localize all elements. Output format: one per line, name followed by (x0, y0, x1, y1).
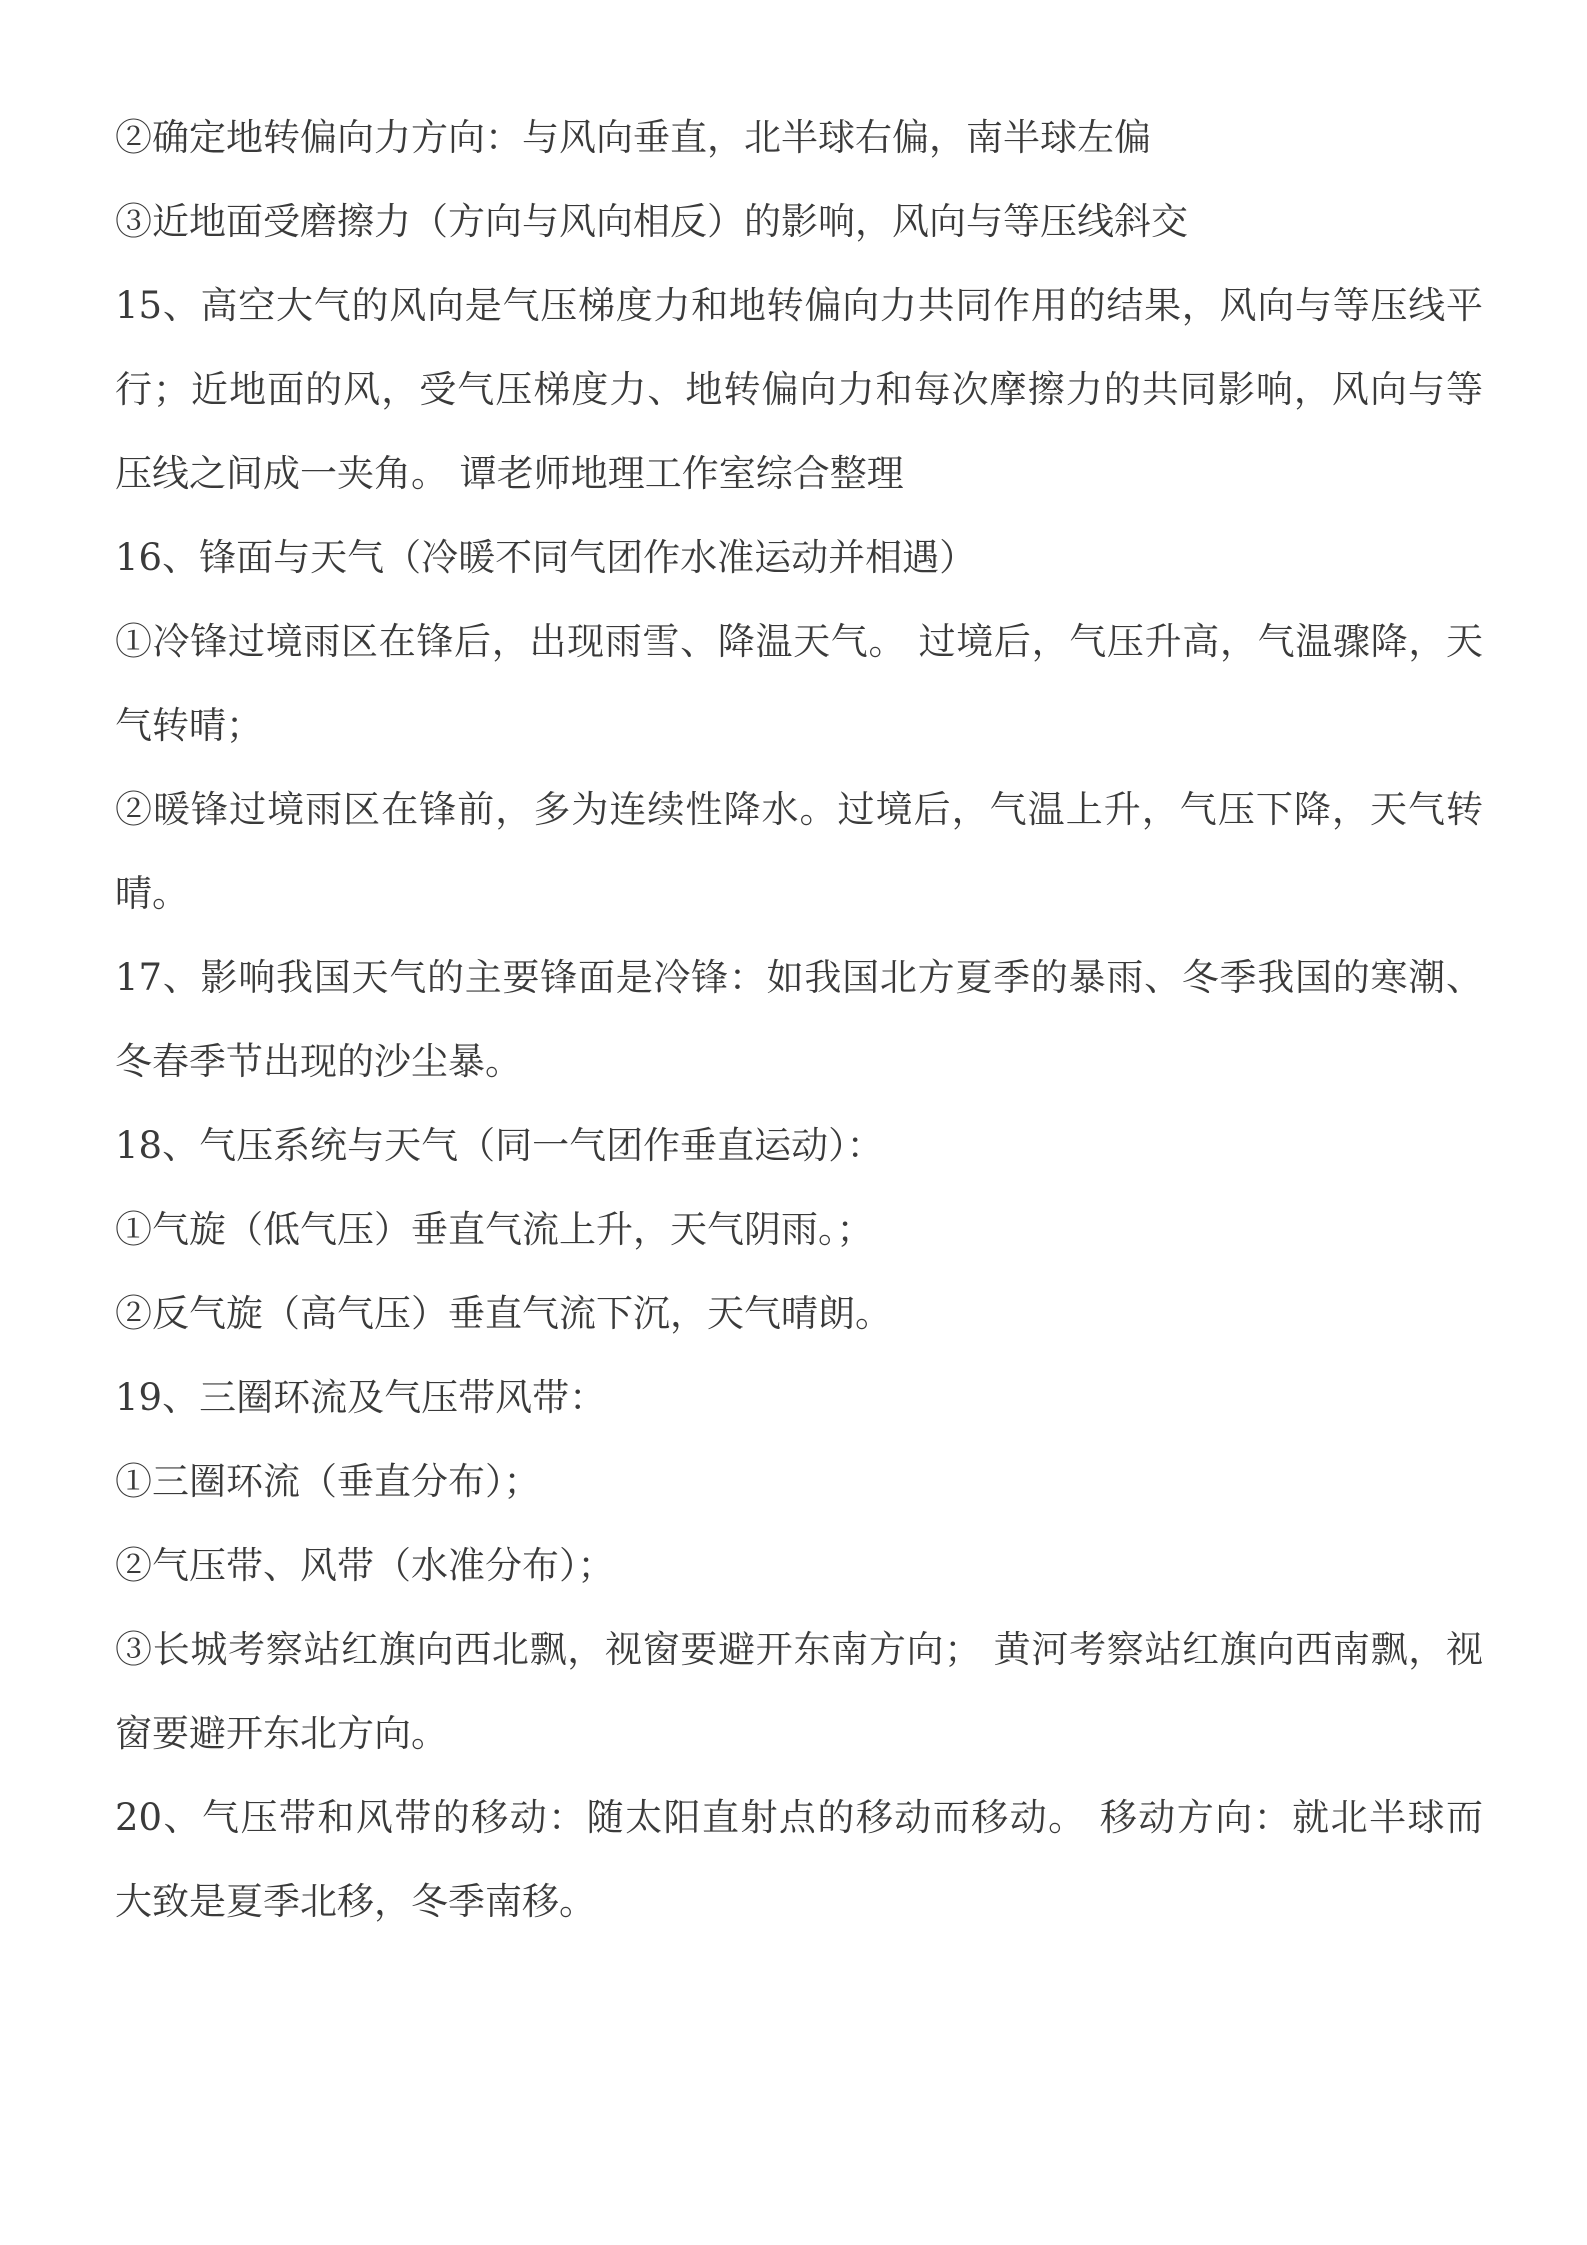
text-line: ③长城考察站红旗向西北飘，视窗要避开东南方向； 黄河考察站红旗向西南飘，视 (115, 1628, 1483, 1671)
text-line: ②气压带、风带（水准分布）； (115, 1544, 615, 1587)
text-line: 气转晴； (115, 704, 263, 747)
text-line: 18、气压系统与天气（同一气团作垂直运动）： (115, 1124, 884, 1167)
text-line: 16、锋面与天气（冷暖不同气团作水准运动并相遇） (115, 536, 977, 579)
text-line: 19、三圈环流及气压带风带： (115, 1376, 607, 1419)
text-line: 晴。 (115, 872, 189, 915)
text-line: ③近地面受磨擦力（方向与风向相反）的影响，风向与等压线斜交 (115, 200, 1188, 243)
text-line: ①三圈环流（垂直分布）； (115, 1460, 541, 1503)
document-page (115, 96, 1483, 1944)
text-line: ①冷锋过境雨区在锋后，出现雨雪、降温天气。 过境后，气压升高，气温骤降，天 (115, 620, 1483, 663)
text-line: ①气旋（低气压）垂直气流上升，天气阴雨。； (115, 1208, 874, 1251)
text-line: 行；近地面的风，受气压梯度力、地转偏向力和每次摩擦力的共同影响，风向与等 (115, 368, 1483, 411)
text-line: ②确定地转偏向力方向：与风向垂直，北半球右偏，南半球左偏 (115, 116, 1151, 159)
text-line: 20、气压带和风带的移动：随太阳直射点的移动而移动。 移动方向：就北半球而 (115, 1796, 1483, 1839)
text-line: ②暖锋过境雨区在锋前，多为连续性降水。过境后，气温上升，气压下降，天气转 (115, 788, 1483, 831)
text-line: 窗要避开东北方向。 (115, 1712, 448, 1755)
text-line: 压线之间成一夹角。 谭老师地理工作室综合整理 (115, 452, 904, 495)
text-line: 17、影响我国天气的主要锋面是冷锋：如我国北方夏季的暴雨、冬季我国的寒潮、 (115, 956, 1483, 999)
text-line: ②反气旋（高气压）垂直气流下沉，天气晴朗。 (115, 1292, 892, 1335)
text-line: 15、高空大气的风向是气压梯度力和地转偏向力共同作用的结果，风向与等压线平 (115, 284, 1483, 327)
text-line: 冬春季节出现的沙尘暴。 (115, 1040, 522, 1083)
text-line: 大致是夏季北移，冬季南移。 (115, 1880, 596, 1923)
